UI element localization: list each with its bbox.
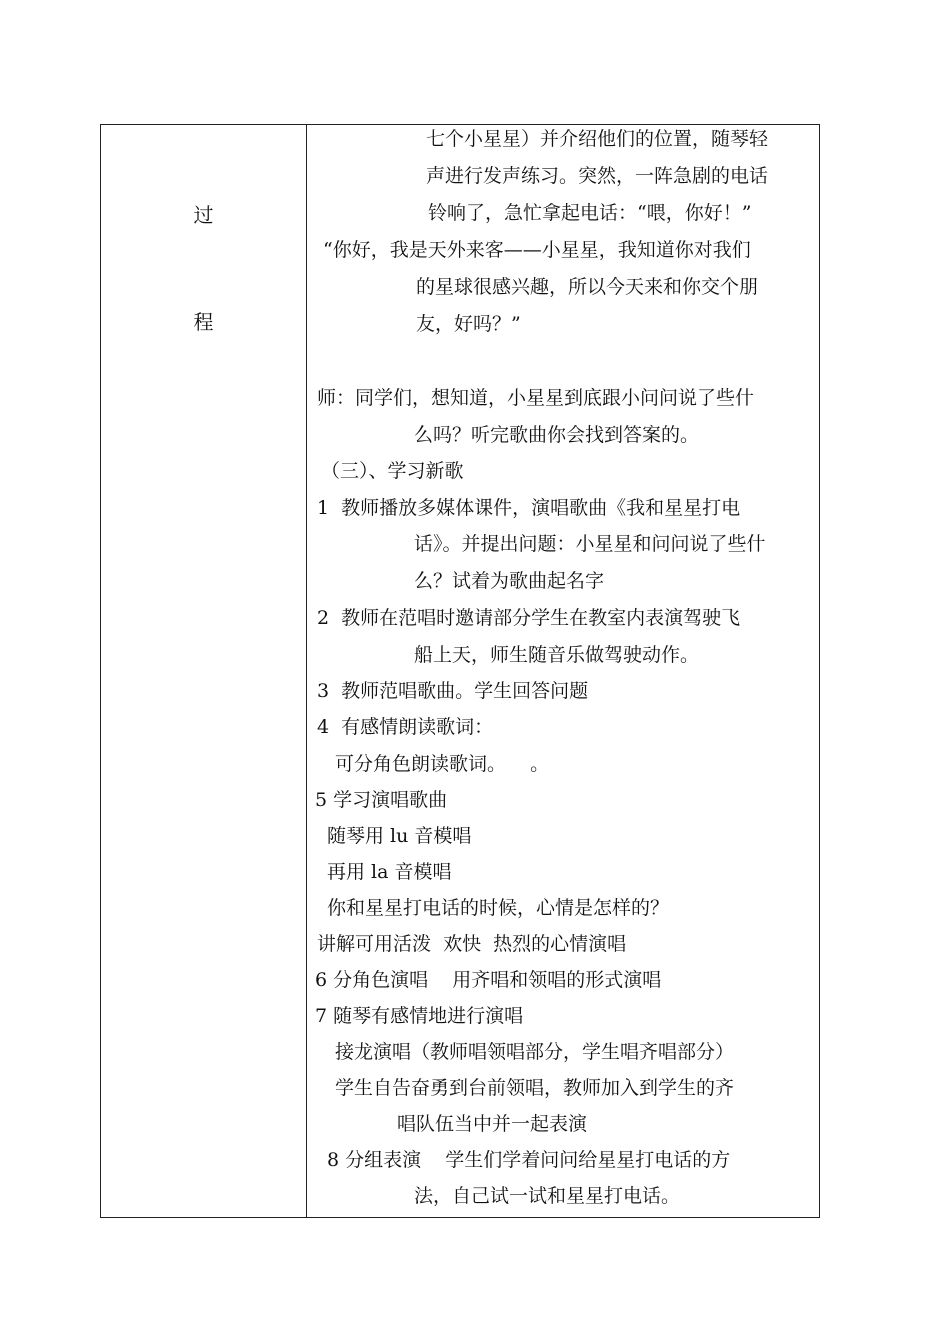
text-line: 法，自己试一试和星星打电话。 — [414, 1185, 681, 1207]
text-line: 话》。并提出问题：小星星和问问说了些什 — [414, 533, 766, 555]
text-line: 4 有感情朗读歌词： — [317, 716, 494, 738]
text-line: 师：同学们，想知道，小星星到底跟小问问说了些什 — [317, 387, 755, 409]
label-char-cheng: 程 — [193, 310, 214, 334]
text-line: 你和星星打电话的时候，心情是怎样的？ — [327, 897, 670, 919]
text-line: 7 随琴有感情地进行演唱 — [315, 1005, 524, 1027]
text-line: （三）、学习新歌 — [321, 460, 464, 482]
text-line: 么？试着为歌曲起名字 — [414, 570, 605, 592]
text-line: 6 分角色演唱 用齐唱和领唱的形式演唱 — [315, 969, 662, 991]
text-line: 铃响了，急忙拿起电话：“喂，你好！” — [428, 202, 752, 224]
text-line: 的星球很感兴趣，所以今天来和你交个朋 — [416, 276, 759, 298]
text-line: 声进行发声练习。突然，一阵急剧的电话 — [426, 165, 769, 187]
text-line: 再用 la 音模唱 — [327, 861, 452, 883]
text-line: 友，好吗？” — [416, 313, 521, 335]
label-char-guo: 过 — [193, 203, 214, 227]
text-line: 七个小星星）并介绍他们的位置，随琴轻 — [426, 128, 769, 150]
text-line: 船上天，师生随音乐做驾驶动作。 — [414, 644, 700, 666]
text-line: 随琴用 lu 音模唱 — [327, 825, 472, 847]
text-line: 接龙演唱（教师唱领唱部分，学生唱齐唱部分） — [335, 1041, 735, 1063]
text-line: 么吗？听完歌曲你会找到答案的。 — [414, 424, 700, 446]
text-line: 唱队伍当中并一起表演 — [397, 1113, 588, 1135]
text-line: 5 学习演唱歌曲 — [315, 789, 448, 811]
column-divider — [306, 125, 307, 1217]
lesson-table — [100, 124, 820, 1218]
text-line: 讲解可用活泼 欢快 热烈的心情演唱 — [317, 933, 627, 955]
text-line: 2 教师在范唱时邀请部分学生在教室内表演驾驶飞 — [317, 607, 741, 629]
text-line: 可分角色朗读歌词。 。 — [335, 753, 550, 775]
text-line: 3 教师范唱歌曲。学生回答问题 — [317, 680, 589, 702]
text-line: “你好，我是天外来客——小星星，我知道你对我们 — [323, 239, 751, 261]
text-line: 8 分组表演 学生们学着问问给星星打电话的方 — [327, 1149, 731, 1171]
text-line: 学生自告奋勇到台前领唱，教师加入到学生的齐 — [335, 1077, 735, 1099]
text-line: 1 教师播放多媒体课件，演唱歌曲《我和星星打电 — [317, 497, 741, 519]
